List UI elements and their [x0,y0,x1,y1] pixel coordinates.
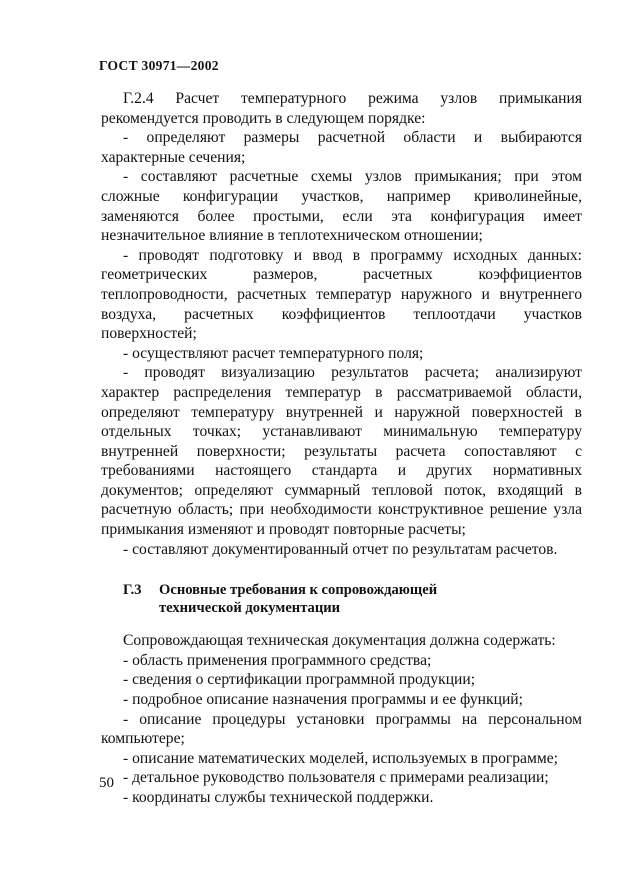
section-g24-intro: Г.2.4 Расчет температурного режима узлов примыкания рекомендуется проводить в следующем порядке: [101,90,582,127]
list-item: - проводят подготовку и ввод в программу исходных данных: геометрических размеров, расчетных коэффициентов теплопроводности, расчетных температур наружного и внутреннего воздуха, расчетных коэффициентов теплоотдачи участков поверхностей; [101,246,582,343]
list-item: - детальное руководство пользователя с примерами реализации; [123,769,549,787]
list-item: - подробное описание назначения программы и ее функций; [123,691,523,709]
list-item: - определяют размеры расчетной области и выбираются характерные сечения; [101,129,582,166]
section-g3-intro: Сопровождающая техническая документация должна содержать: [123,632,556,650]
list-item: - сведения о сертификации программной продукции; [123,671,476,689]
list-item: - координаты службы технической поддержки. [123,789,434,806]
section-g3-heading [101,581,582,617]
list-item: - проводят визуализацию результатов расчета; анализируют характер распределения температур в рассматриваемой области, определяют температуру внутренней и наружной поверхностей в отдельных точках; устанавливают минимальную температуру внутренней поверхности; результаты расчета сопоставляют с требованиями настоящего стандарта и других нормативных документов; определяют суммарный тепловой поток, входящий в расчетную область; при необходимости конструктивное решение узла примыкания изменяют и проводят повторные расчеты; [101,364,582,539]
list-item: - составляют документированный отчет по результатам расчетов. [123,540,558,558]
list-item: - составляют расчетные схемы узлов примыкания; при этом сложные конфигурации участков, например криволинейные, заменяются более простыми, если эта конфигурация имеет незначительное влияние в теплотехническом отношении; [101,168,582,245]
page-number: 50 [99,775,114,791]
section-g3-title-line2: технической документации [159,600,341,617]
section-g3-title-line1: Основные требования к сопровождающей [159,582,438,599]
section-g3-number: Г.3 [123,582,142,599]
section-g3 [101,631,582,807]
list-item: - область применения программного средства; [123,651,432,669]
list-item: - описание математических моделей, используемых в программе; [123,749,558,767]
section-g24 [101,89,582,559]
list-item: - осуществляют расчет температурного поля; [123,344,424,362]
list-item: - описание процедуры установки программы на персональном компьютере; [101,710,582,748]
document-header: ГОСТ 30971—2002 [99,58,219,73]
page-content [101,89,582,808]
